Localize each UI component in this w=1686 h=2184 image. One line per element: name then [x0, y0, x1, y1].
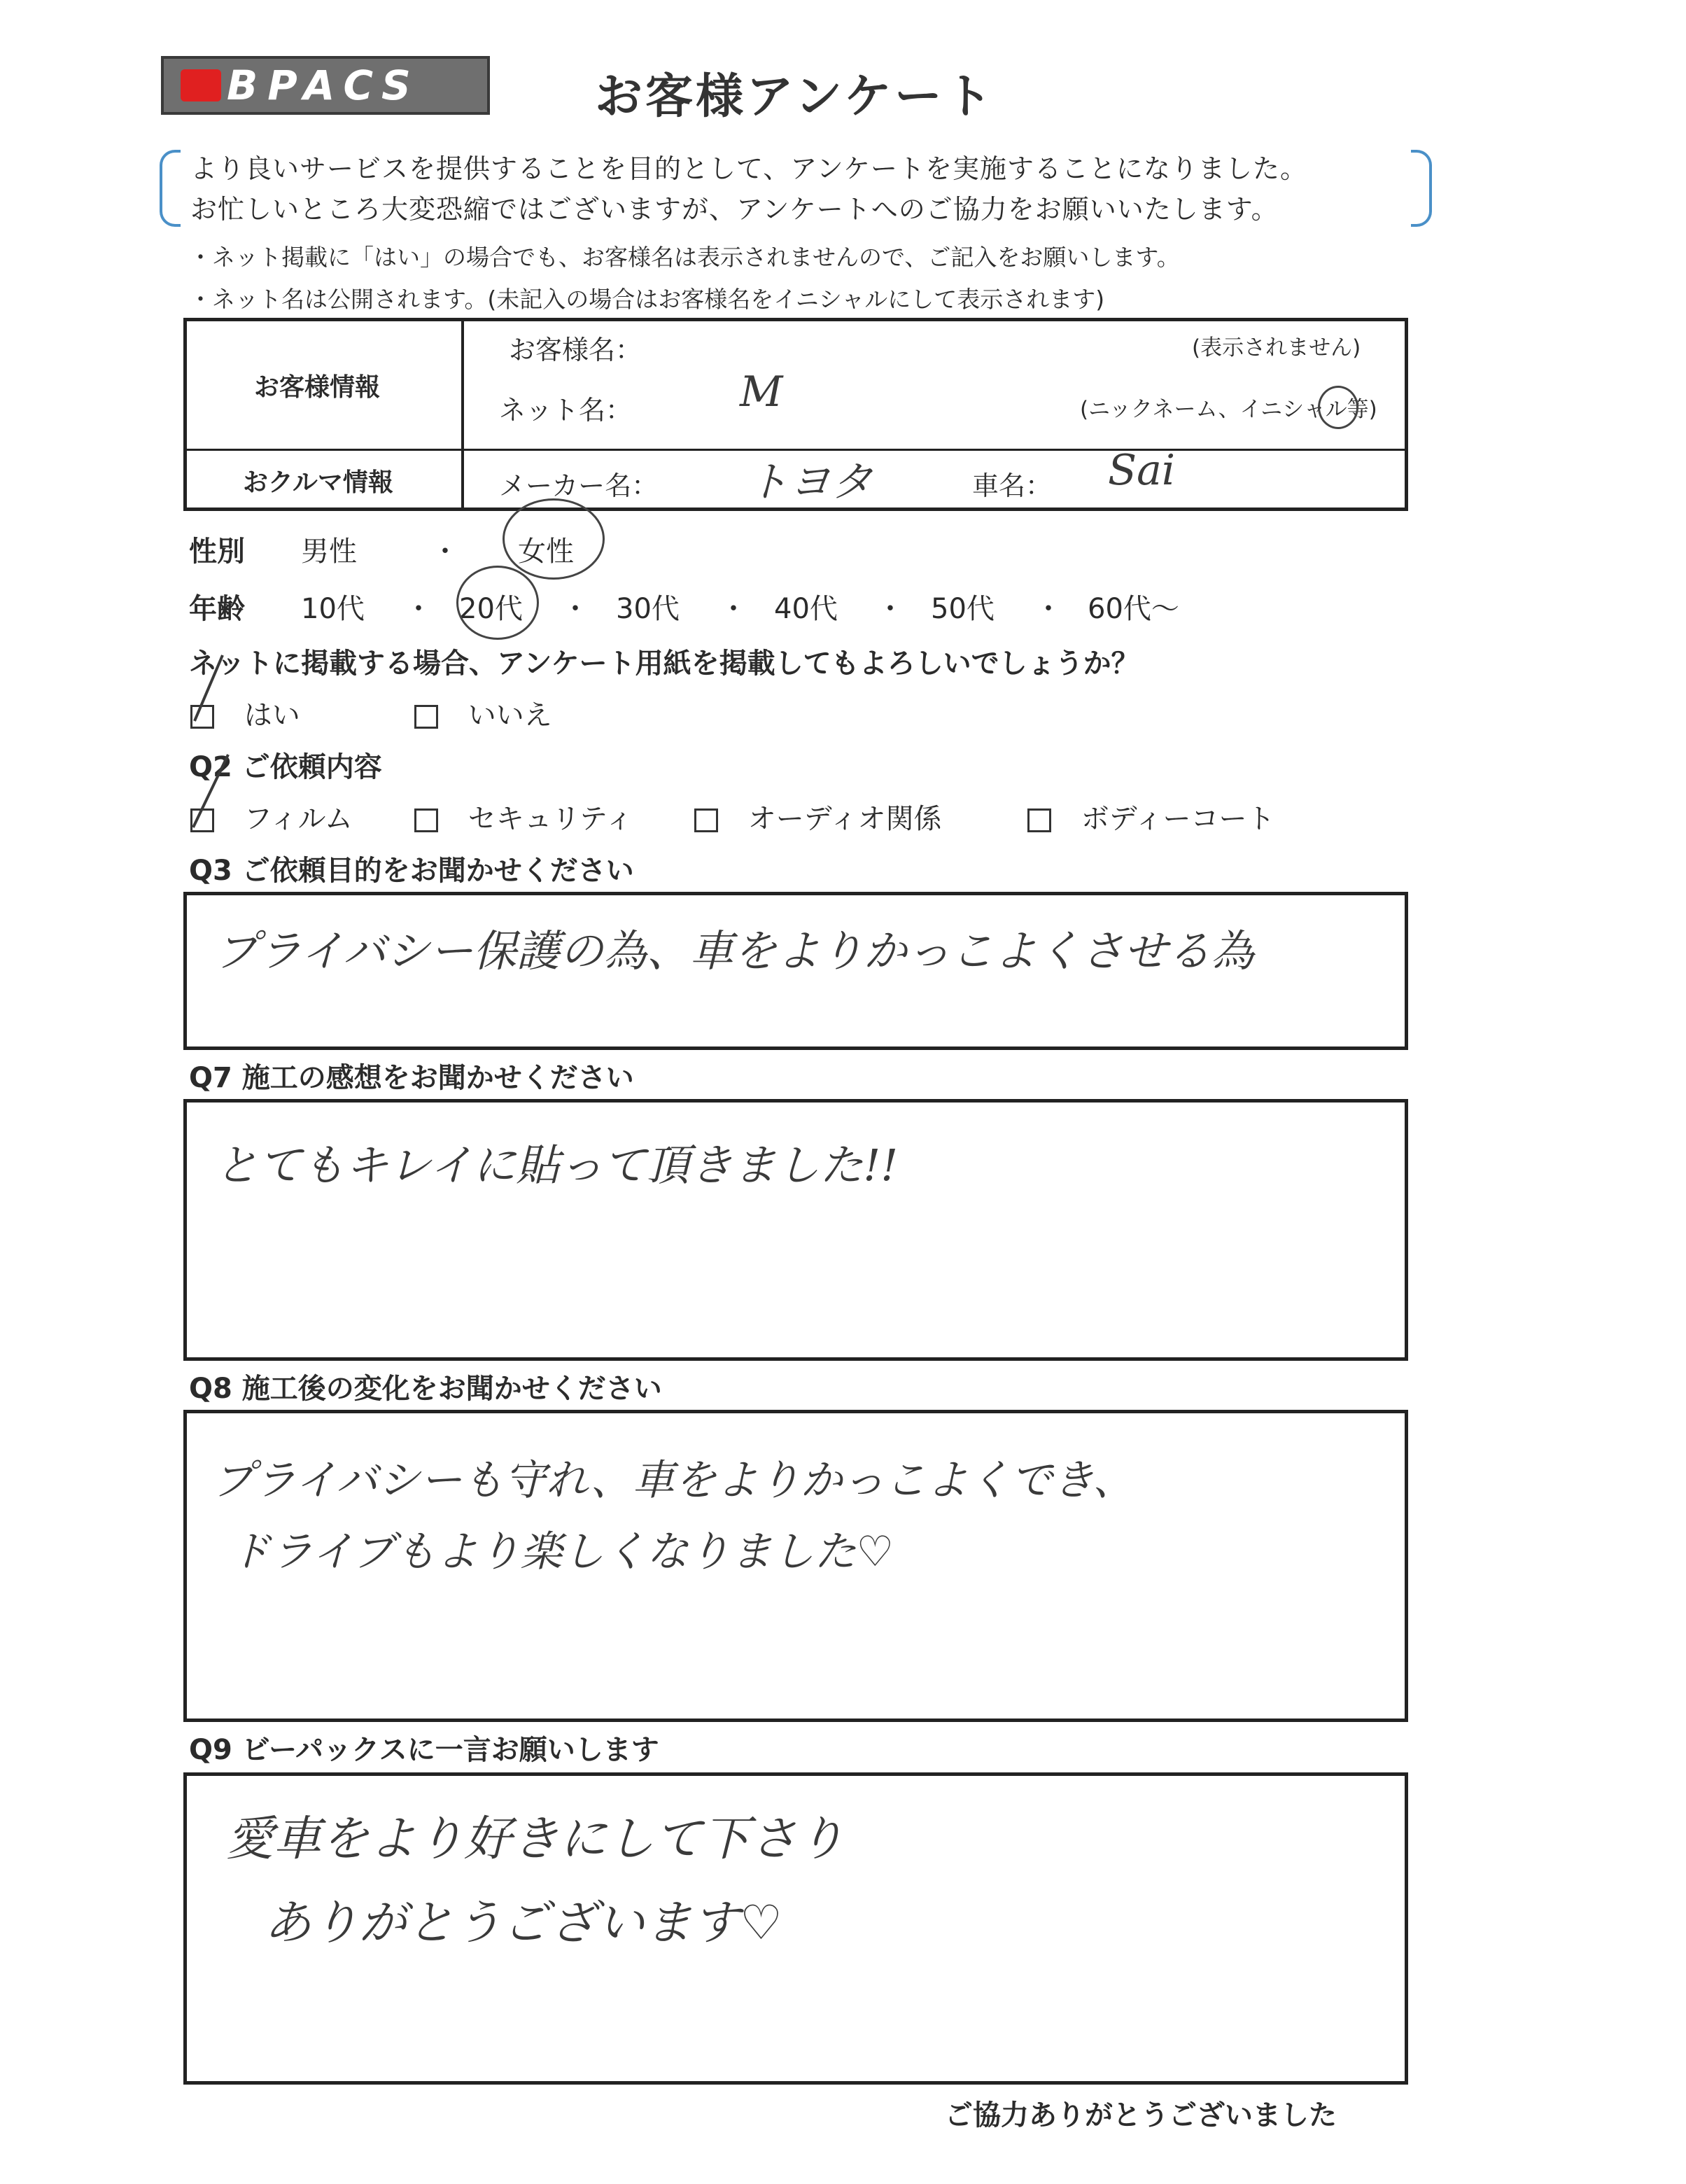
logo-mark-icon	[181, 69, 221, 102]
gender-option-male[interactable]: 男性	[301, 536, 357, 568]
gender-separator: ・	[431, 536, 459, 568]
bpacs-logo	[161, 56, 490, 115]
q9-question: Q9 ビーパックスに一言お願いします	[189, 1734, 659, 1766]
q3-answer-box[interactable]	[183, 892, 1408, 1050]
q2-option-security-label: セキュリティ	[468, 803, 633, 835]
gender-label: 性別	[189, 536, 245, 568]
publish-option-yes-label: はい	[244, 699, 300, 732]
q7-answer-text: とてもキレイに貼って頂きました!!	[215, 1140, 899, 1191]
checkbox-icon[interactable]	[1027, 808, 1051, 832]
age-separator: ・	[719, 593, 747, 625]
intro-line-1: より良いサービスを提供することを目的として、アンケートを実施することになりました。	[190, 153, 1307, 184]
car-info-label: おクルマ情報	[243, 468, 393, 497]
net-name-note: (ニックネーム、イニシャル等)	[1080, 397, 1377, 422]
q9-answer-line-1: 愛車をより好きにして下さり	[226, 1812, 845, 1867]
q2-option-security[interactable]	[414, 797, 633, 836]
gender-selection-circle	[503, 498, 605, 580]
customer-name-note: (表示されません)	[1192, 335, 1361, 360]
checkbox-icon[interactable]	[414, 808, 438, 832]
q2-question: Q2 ご依頼内容	[189, 751, 382, 783]
q2-option-audio-label: オーディオ関係	[747, 803, 942, 835]
checkbox-icon[interactable]	[694, 808, 718, 832]
q9-answer-line-2: ありがとうございます♡	[264, 1896, 782, 1951]
q7-answer-box[interactable]	[183, 1099, 1408, 1361]
q8-question: Q8 施工後の変化をお聞かせください	[189, 1373, 662, 1405]
net-name-label: ネット名：	[499, 395, 633, 426]
age-selection-circle	[456, 566, 539, 640]
age-separator: ・	[561, 593, 589, 625]
q2-option-bodycoat[interactable]	[1027, 797, 1275, 836]
age-option-20s[interactable]: 20代	[459, 593, 523, 625]
maker-label: メーカー名：	[499, 470, 659, 501]
gender-option-female[interactable]: 女性	[518, 536, 574, 568]
q2-option-film-label: フィルム	[244, 803, 353, 835]
age-option-40s[interactable]: 40代	[774, 593, 838, 625]
q7-question: Q7 施工の感想をお聞かせください	[189, 1062, 634, 1094]
info-table	[183, 318, 1408, 511]
customer-info-label: お客様情報	[254, 373, 381, 402]
table-divider-vertical	[461, 321, 464, 507]
q2-check-mark-icon	[189, 749, 238, 833]
customer-name-label: お客様名：	[509, 335, 642, 365]
publish-option-no[interactable]	[414, 693, 552, 733]
q3-answer-text: プライバシー保護の為、車をよりかっこよくさせる為	[215, 925, 1254, 976]
publish-question: ネットに掲載する場合、アンケート用紙を掲載してもよろしいでしょうか？	[189, 648, 1139, 680]
selection-circle	[1318, 386, 1358, 429]
q9-answer-box[interactable]	[183, 1772, 1408, 2085]
footer-thanks: ご協力ありがとうございました	[945, 2099, 1337, 2132]
checkbox-icon[interactable]	[414, 705, 438, 729]
intro-bracket-right	[1411, 150, 1432, 227]
age-option-10s[interactable]: 10代	[301, 593, 365, 625]
q8-answer-box[interactable]	[183, 1410, 1408, 1722]
maker-value[interactable]: トヨタ	[747, 458, 873, 507]
q2-option-bodycoat-label: ボディーコート	[1081, 803, 1275, 835]
q8-answer-line-1: プライバシーも守れ、車をよりかっこよくでき、	[212, 1456, 1135, 1505]
intro-note-1: ・ネット掲載に「はい」の場合でも、お客様名は表示されませんので、ご記入をお願いします。	[189, 244, 1180, 271]
age-separator: ・	[876, 593, 904, 625]
age-separator: ・	[405, 593, 433, 625]
car-name-value[interactable]: Sai	[1108, 446, 1176, 495]
age-label: 年齢	[189, 593, 245, 625]
car-name-label: 車名：	[972, 470, 1053, 501]
intro-line-2: お忙しいところ大変恐縮ではございますが、アンケートへのご協力をお願いいたします。	[190, 194, 1279, 225]
age-option-60s[interactable]: 60代〜	[1088, 593, 1179, 625]
logo-text: BPACS	[227, 62, 421, 109]
page-title: お客様アンケート	[595, 69, 995, 125]
age-separator: ・	[1034, 593, 1062, 625]
age-option-30s[interactable]: 30代	[616, 593, 680, 625]
net-name-value[interactable]: M	[740, 368, 783, 416]
q3-question: Q3 ご依頼目的をお聞かせください	[189, 855, 634, 887]
publish-option-no-label: いいえ	[468, 699, 552, 732]
q8-answer-line-2: ドライブもより楽しくなりました♡	[229, 1527, 894, 1576]
intro-note-2: ・ネット名は公開されます。(未記入の場合はお客様名をイニシャルにして表示されます)	[189, 286, 1105, 313]
q2-option-audio[interactable]	[694, 797, 942, 836]
publish-check-mark-icon	[189, 651, 231, 728]
intro-bracket-left	[160, 150, 181, 227]
age-option-50s[interactable]: 50代	[931, 593, 995, 625]
